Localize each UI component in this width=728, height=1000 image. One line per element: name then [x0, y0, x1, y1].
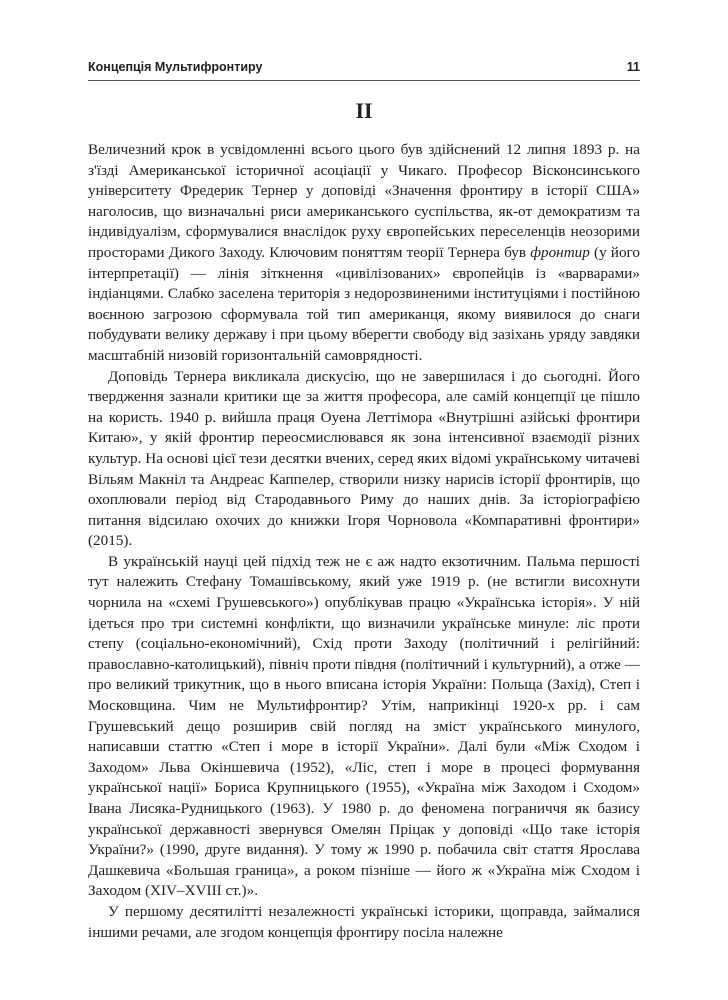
paragraph: Доповідь Тернера викликала дискусію, що не завершилася і до сьогодні. Його твердження зазнали критики ще за життя професора, але самій концепції це пішло на користь. 1940 р. вийшла праця Оуена Леттімора «Внутрішні азійські фронтири Китаю», у якій фронтир переосмислювався як зона інтенсивної взаємодії різних культур. На основі цієї тези десятки вчених, серед яких відомі українському читачеві Вільям Макніл та Андреас Каппелер, створили низку нарисів історії фронтирів, що охоплювали період від Стародавнього Риму до наших днів. За історіографією питання відсилаю охочих до книжки Ігоря Чорновола «Компаративні фронтири» (2015).	[88, 367, 640, 550]
paragraph-text: (у його інтерпретації) — лінія зіткнення «цивілізованих» європейців із «варварами» індіанцями. Слабко заселена територія з недорозвиненими інституціями і постійною воєнною загрозою сформувала той тип американця, якому виявилося до снаги побудувати велику державу і при цьому вберегти свободу від зазіхань уряду завдяки масштабній низовій горизонтальній самоврядності.	[88, 243, 640, 364]
running-header	[88, 58, 640, 81]
paragraph	[88, 140, 640, 367]
paragraph: В українській науці цей підхід теж не є аж надто екзотичним. Пальма першості тут належить Стефану Томашівському, який уже 1919 р. (не встигли висохнути чорнила на «схемі Грушевського») опублікував працю «Українська історія». У ній ідеться про три системні конфлікти, що визначили українське минуле: ліс проти степу (соціально-економічний), Схід проти Заходу (політичний і релігійний: православно-католицький), північ проти півдня (політичний і культурний), а отже — про великий трикутник, що в нього вписана історія України: Польща (Захід), Степ і Московщина. Чим не Мультифронтир? Утім, наприкінці 1920-х рр. і сам Грушевський дещо розширив свій погляд на зміст українського минулого, написавши статтю «Степ і море в історії України». Далі були «Між Сходом і Заходом» Льва Окіншевича (1952), «Ліс, степ і море в процесі формування української нації» Бориса Крупницького (1955), «Україна між Заходом і Сходом» Івана Лисяка-Рудницького (1963). У 1980 р. до феномена пограниччя як базису української державності звернувся Омелян Пріцак у доповіді «Що таке історія України?» (1990, друге видання). У тому ж 1990 р. побачила світ стаття Ярослава Дашкевича «Большая граница», а роком пізніше — його ж «Україна між Сходом і Заходом (XIV–XVIII ст.)».	[88, 552, 640, 900]
chapter-number: II	[355, 98, 373, 123]
body-text	[88, 140, 640, 943]
running-title: Концепція Мультифронтиру	[88, 60, 263, 74]
paragraph: У першому десятилітті незалежності українські історики, щоправда, займалися іншими речами, але згодом концепція фронтиру посіла належне	[88, 902, 640, 941]
emphasized-term: фронтир	[530, 243, 590, 261]
page-number: 11	[626, 60, 640, 74]
paragraph-text: Величезний крок в усвідомленні всього цього був здійснений 12 липня 1893 р. на з'їзді Американської історичної асоціації у Чикаго. Професор Вісконсинського університету Фредерик Тернер у доповіді «Значення фронтиру в історії США» наголосив, що визначальні риси американського суспільства, як-от демократизм та індивідуалізм, сформувалися внаслідок руху європейських переселенців неозорими просторами Дикого Заходу. Ключовим поняттям теорії Тернера був	[88, 141, 640, 261]
